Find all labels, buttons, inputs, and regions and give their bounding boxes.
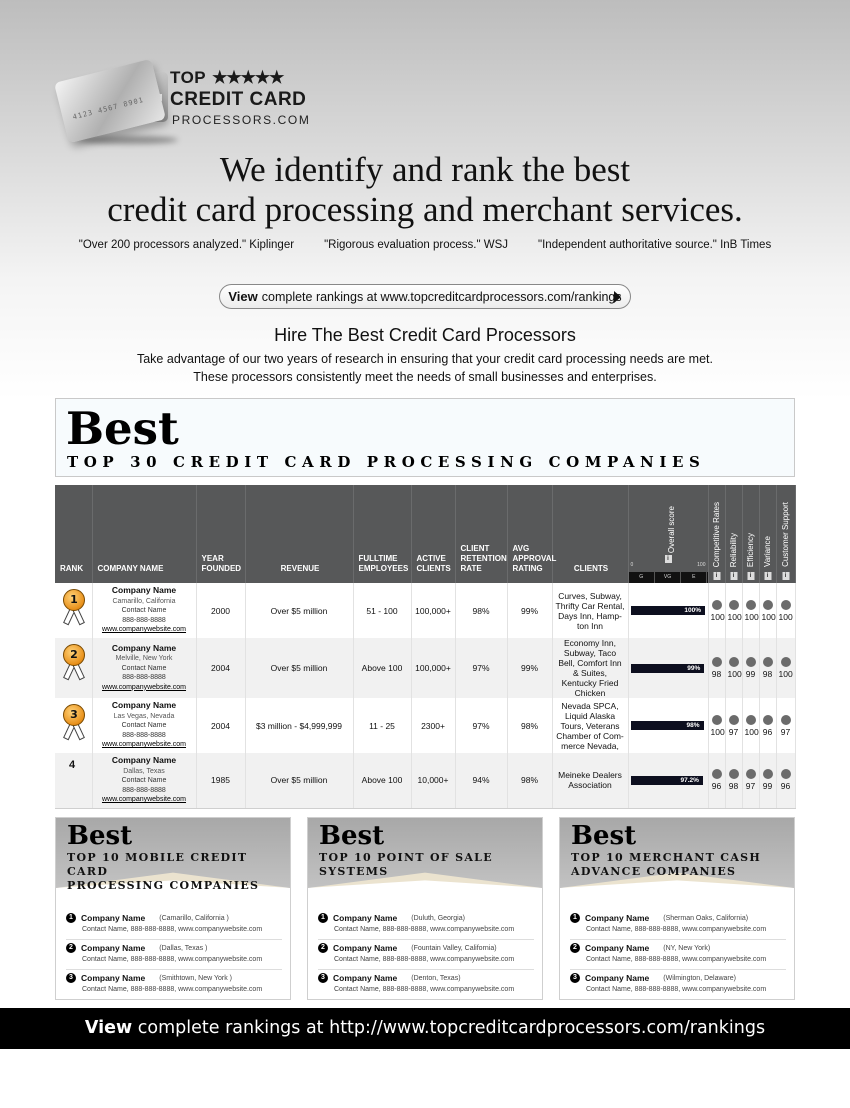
logo-text xyxy=(170,68,310,127)
list-number-icon: 3 xyxy=(66,973,76,983)
employees-cell: 11 - 25 xyxy=(353,698,411,753)
card-subtitle xyxy=(67,851,290,893)
score-dot-icon xyxy=(712,769,722,779)
employees-cell: 51 - 100 xyxy=(353,583,411,638)
list-number-icon: 2 xyxy=(570,943,580,953)
subscore-cell xyxy=(776,583,795,638)
revenue-cell: $3 million - $4,999,999 xyxy=(245,698,353,753)
best-top-30-banner xyxy=(55,398,795,477)
score-dot-icon xyxy=(746,600,756,610)
rank-number: 3 xyxy=(63,704,85,726)
subscore-cell xyxy=(776,753,795,808)
subscore-cell xyxy=(759,583,776,638)
list-item[interactable] xyxy=(318,940,534,970)
variance-label: Variance xyxy=(762,536,772,567)
card-best-heading: Best xyxy=(319,821,385,851)
founded-cell: 2004 xyxy=(196,698,245,753)
company-name: Company Name xyxy=(111,642,177,653)
header-efficiency xyxy=(742,485,759,583)
hire-title: Hire The Best Credit Card Processors xyxy=(274,325,576,345)
stars-icon: ★★★★★ xyxy=(212,68,284,87)
subscore-value: 97 xyxy=(780,726,791,737)
clients-cell: Economy Inn, Subway, Taco Bell, Comfort Inn & Suites, Kentucky Fried Chicken xyxy=(552,638,628,698)
company-location: Las Vegas, Nevada xyxy=(113,712,175,720)
footer-rankings-link[interactable] xyxy=(0,1008,850,1049)
quote-kiplinger: "Over 200 processors analyzed." Kiplinger xyxy=(78,239,295,251)
logo-bottom-line: PROCESSORS.COM xyxy=(172,113,311,127)
hire-description xyxy=(0,350,850,386)
subscore-cell xyxy=(742,698,759,753)
header-customer-support xyxy=(776,485,795,583)
headline-line-2: credit card processing and merchant services. xyxy=(107,190,743,229)
approval-cell: 99% xyxy=(507,583,552,638)
info-icon[interactable]: i xyxy=(782,572,789,580)
subscore-value: 100 xyxy=(710,611,725,622)
card-subtitle-line-2: ADVANCE COMPANIES xyxy=(571,865,737,878)
list-company-detail: Contact Name, 888-888-8888, www.companywebsite.com xyxy=(334,986,515,993)
founded-cell: 1985 xyxy=(196,753,245,808)
overall-scale xyxy=(629,572,708,583)
subscore-value: 100 xyxy=(778,669,793,679)
clients-cell: Curves, Subway, Thrifty Car Rental, Days Inn, Hamp-ton Inn xyxy=(552,583,628,638)
card-best-heading: Best xyxy=(67,821,133,851)
list-company-name: Company Name xyxy=(333,913,398,923)
company-contact: Contact Name xyxy=(121,607,167,615)
list-item[interactable] xyxy=(318,970,534,1000)
overall-score-cell xyxy=(628,638,708,698)
score-dot-icon xyxy=(746,769,756,779)
score-dot-icon xyxy=(729,600,739,610)
header-company: COMPANY NAME xyxy=(92,485,196,583)
reliability-label: Reliability xyxy=(728,532,738,567)
merchant-cash-advance-card xyxy=(559,817,795,1000)
list-company-detail: Contact Name, 888-888-8888, www.companywebsite.com xyxy=(334,926,515,933)
rank-cell xyxy=(55,753,92,808)
revenue-cell: Over $5 million xyxy=(245,753,353,808)
footer-view-bold: View xyxy=(84,1018,133,1038)
overall-score-cell xyxy=(628,698,708,753)
overall-score-cell xyxy=(628,583,708,638)
subscore-value: 100 xyxy=(778,611,793,622)
rank-cell xyxy=(55,583,92,638)
subscore-value: 98 xyxy=(728,781,739,792)
subscore-value: 96 xyxy=(711,781,722,792)
score-dot-icon xyxy=(781,715,791,725)
card-subtitle xyxy=(571,851,761,879)
overall-score-bar: 100% xyxy=(631,606,705,615)
company-cell xyxy=(92,698,196,753)
active-clients-cell: 10,000+ xyxy=(411,753,455,808)
view-rankings-text: complete rankings at www.topcreditcardprocessors.com/rankings xyxy=(261,289,622,304)
subscore-value: 98 xyxy=(711,669,722,679)
company-location: Camarillo, California xyxy=(112,597,176,605)
subscore-cell xyxy=(725,583,742,638)
founded-cell: 2000 xyxy=(196,583,245,638)
list-item[interactable] xyxy=(570,910,786,940)
best-subtitle: TOP 30 CREDIT CARD PROCESSING COMPANIES xyxy=(67,453,706,471)
score-dot-icon xyxy=(729,769,739,779)
company-phone: 888-888-8888 xyxy=(122,616,166,624)
company-name: Company Name xyxy=(111,700,177,711)
subscore-cell xyxy=(708,698,725,753)
subscore-value: 99 xyxy=(762,781,773,792)
list-company-name: Company Name xyxy=(333,943,398,953)
rank-cell xyxy=(55,638,92,698)
rank-number: 4 xyxy=(69,759,76,771)
score-dot-icon xyxy=(712,657,722,667)
logo-middle-line: CREDIT CARD xyxy=(170,89,307,110)
rank-number: 2 xyxy=(63,644,85,666)
revenue-cell: Over $5 million xyxy=(245,638,353,698)
table-row xyxy=(55,638,795,698)
subscore-value: 100 xyxy=(744,611,759,622)
subscore-cell xyxy=(742,638,759,698)
subscore-value: 96 xyxy=(762,726,773,737)
table-header-row xyxy=(55,485,795,583)
company-website-link[interactable]: www.companywebsite.com xyxy=(101,796,187,803)
card-subtitle-line-1: TOP 10 MOBILE CREDIT CARD xyxy=(67,851,248,878)
score-dot-icon xyxy=(763,715,773,725)
header-overall-score xyxy=(628,485,708,583)
list-company-location: (Dallas, Texas ) xyxy=(159,944,208,952)
list-company-location: (Smithtown, New York ) xyxy=(159,974,232,982)
subscore-cell xyxy=(725,638,742,698)
subscore-cell xyxy=(776,638,795,698)
subscore-cell xyxy=(708,753,725,808)
list-company-name: Company Name xyxy=(81,943,146,953)
company-phone: 888-888-8888 xyxy=(122,786,166,794)
view-rankings-button[interactable] xyxy=(219,284,631,309)
info-icon[interactable]: i xyxy=(713,572,720,580)
overall-score-cell xyxy=(628,753,708,808)
score-dot-icon xyxy=(729,657,739,667)
retention-cell: 98% xyxy=(455,583,507,638)
header-variance xyxy=(759,485,776,583)
card-digits: 4123 4567 8901 xyxy=(71,95,145,122)
header-competitive-rates xyxy=(708,485,725,583)
footer-text: complete rankings at http://www.topcreditcardprocessors.com/rankings xyxy=(137,1018,766,1038)
company-name: Company Name xyxy=(111,755,177,765)
list-number-icon: 3 xyxy=(570,973,580,983)
rank-number: 1 xyxy=(63,589,85,611)
header-revenue: REVENUE xyxy=(245,485,353,583)
score-dot-icon xyxy=(781,769,791,779)
subscore-cell xyxy=(725,753,742,808)
card-subtitle-line-2: SYSTEMS xyxy=(319,865,389,878)
list-item[interactable] xyxy=(318,910,534,940)
logo-top-line xyxy=(170,68,310,88)
list-item[interactable] xyxy=(66,970,282,1000)
company-phone: 888-888-8888 xyxy=(122,731,166,739)
score-dot-icon xyxy=(763,769,773,779)
employees-cell: Above 100 xyxy=(353,638,411,698)
list-company-detail: Contact Name, 888-888-8888, www.companywebsite.com xyxy=(82,986,263,993)
list-company-detail: Contact Name, 888-888-8888, www.companywebsite.com xyxy=(334,956,515,963)
score-dot-icon xyxy=(781,600,791,610)
company-name: Company Name xyxy=(111,585,177,596)
subscore-cell xyxy=(708,638,725,698)
point-of-sale-card xyxy=(307,817,543,1000)
subscore-cell xyxy=(725,698,742,753)
headline-line-1: We identify and rank the best xyxy=(219,150,631,189)
list-number-icon: 2 xyxy=(66,943,76,953)
list-company-location: (Fountain Valley, California) xyxy=(411,944,497,952)
score-dot-icon xyxy=(712,715,722,725)
approval-cell: 98% xyxy=(507,753,552,808)
card-company-list xyxy=(318,910,534,1000)
play-arrow-icon xyxy=(614,291,621,303)
list-company-detail: Contact Name, 888-888-8888, www.companywebsite.com xyxy=(586,926,767,933)
list-company-name: Company Name xyxy=(585,973,650,983)
list-number-icon: 1 xyxy=(318,913,328,923)
logo-top-word: TOP xyxy=(170,68,207,87)
list-number-icon: 1 xyxy=(66,913,76,923)
company-cell xyxy=(92,638,196,698)
info-icon[interactable]: i xyxy=(665,555,672,563)
company-contact: Contact Name xyxy=(121,722,167,730)
subscore-value: 100 xyxy=(744,726,759,737)
header-founded: YEAR FOUNDED xyxy=(196,485,245,583)
header-reliability xyxy=(725,485,742,583)
scale-e: E xyxy=(681,572,707,583)
list-company-location: (Duluth, Georgia) xyxy=(411,914,465,922)
list-item[interactable] xyxy=(66,940,282,970)
company-cell xyxy=(92,753,196,808)
list-company-name: Company Name xyxy=(81,913,146,923)
company-contact: Contact Name xyxy=(121,777,167,784)
rank-cell xyxy=(55,698,92,753)
card-subtitle xyxy=(319,851,493,879)
list-company-detail: Contact Name, 888-888-8888, www.companywebsite.com xyxy=(586,986,767,993)
card-subtitle-line-1: TOP 10 MERCHANT CASH xyxy=(571,851,762,864)
retention-cell: 97% xyxy=(455,638,507,698)
scale-vg: VG xyxy=(655,572,681,583)
quote-inb-times: "Independent authoritative source." InB Times xyxy=(538,239,772,251)
list-company-name: Company Name xyxy=(585,913,650,923)
list-number-icon: 1 xyxy=(570,913,580,923)
overall-min: 0 xyxy=(630,562,634,568)
header-active-clients: ACTIVE CLIENTS xyxy=(411,485,455,583)
subscore-value: 97 xyxy=(745,781,756,792)
hire-line-2: These processors consistently meet the needs of small businesses and enterprises. xyxy=(193,370,657,384)
press-quotes xyxy=(0,239,850,251)
card-subtitle-line-2: PROCESSING COMPANIES xyxy=(67,879,260,892)
subscore-cell xyxy=(708,583,725,638)
approval-cell: 99% xyxy=(507,638,552,698)
active-clients-cell: 100,000+ xyxy=(411,583,455,638)
best-heading: Best xyxy=(66,402,179,455)
score-dot-icon xyxy=(712,600,722,610)
score-dot-icon xyxy=(746,715,756,725)
company-website-link[interactable]: www.companywebsite.com xyxy=(101,683,187,691)
list-number-icon: 3 xyxy=(318,973,328,983)
score-dot-icon xyxy=(781,657,791,667)
list-item[interactable] xyxy=(570,940,786,970)
list-company-detail: Contact Name, 888-888-8888, www.companywebsite.com xyxy=(586,956,767,963)
subscore-cell xyxy=(776,698,795,753)
list-company-detail: Contact Name, 888-888-8888, www.companywebsite.com xyxy=(82,956,263,963)
rankings-table xyxy=(55,485,796,809)
subscore-value: 100 xyxy=(727,669,742,679)
overall-score-label: Overall score xyxy=(666,505,676,553)
award-ribbon-icon xyxy=(61,589,87,627)
subscore-value: 99 xyxy=(745,669,756,679)
subscore-cell xyxy=(742,753,759,808)
view-rankings-bold: View xyxy=(228,289,258,304)
header-approval: AVG APPROVAL RATING xyxy=(507,485,552,583)
founded-cell: 2004 xyxy=(196,638,245,698)
mobile-processing-card xyxy=(55,817,291,1000)
list-number-icon: 2 xyxy=(318,943,328,953)
header-retention: CLIENT RETENTION RATE xyxy=(455,485,507,583)
table-row xyxy=(55,698,795,753)
customer-support-label: Customer Support xyxy=(780,502,790,567)
card-company-list xyxy=(570,910,786,1000)
credit-card-icon xyxy=(54,59,166,143)
company-website-link[interactable]: www.companywebsite.com xyxy=(101,626,187,634)
score-dot-icon xyxy=(763,600,773,610)
subscore-value: 96 xyxy=(780,781,791,792)
award-ribbon-icon xyxy=(61,704,87,742)
list-company-name: Company Name xyxy=(585,943,650,953)
list-item[interactable] xyxy=(66,910,282,940)
overall-score-bar: 97.2% xyxy=(631,776,703,785)
list-company-name: Company Name xyxy=(81,973,146,983)
active-clients-cell: 2300+ xyxy=(411,698,455,753)
list-company-location: (Camarillo, California ) xyxy=(159,914,229,922)
quote-wsj: "Rigorous evaluation process." WSJ xyxy=(324,239,509,251)
header-employees: FULLTIME EMPLOYEES xyxy=(353,485,411,583)
subscore-cell xyxy=(759,753,776,808)
list-item[interactable] xyxy=(570,970,786,1000)
subscore-value: 100 xyxy=(727,611,742,622)
retention-cell: 97% xyxy=(455,698,507,753)
list-company-name: Company Name xyxy=(333,973,398,983)
info-icon[interactable]: i xyxy=(747,572,754,580)
revenue-cell: Over $5 million xyxy=(245,583,353,638)
award-ribbon-icon xyxy=(61,644,87,682)
efficiency-label: Efficiency xyxy=(745,532,755,567)
info-icon[interactable]: i xyxy=(730,572,737,580)
retention-cell: 94% xyxy=(455,753,507,808)
card-best-heading: Best xyxy=(571,821,637,851)
subscore-cell xyxy=(742,583,759,638)
subscore-value: 98 xyxy=(762,669,773,679)
hire-line-1: Take advantage of our two years of research in ensuring that your credit card processing needs are met. xyxy=(136,352,713,366)
subscore-value: 100 xyxy=(761,611,776,622)
company-cell xyxy=(92,583,196,638)
score-dot-icon xyxy=(729,715,739,725)
list-company-location: (Wilmington, Delaware) xyxy=(663,974,736,982)
subscore-value: 100 xyxy=(710,726,725,737)
clients-cell: Nevada SPCA, Liquid Alaska Tours, Veterans Chamber of Com-merce Nevada, xyxy=(552,698,628,753)
subscore-value: 97 xyxy=(728,726,739,737)
employees-cell: Above 100 xyxy=(353,753,411,808)
headline xyxy=(0,150,850,230)
company-location: Melville, New York xyxy=(115,655,173,663)
overall-score-bar: 99% xyxy=(631,664,704,673)
header-rank: RANK xyxy=(55,485,92,583)
scale-g: G xyxy=(629,572,655,583)
active-clients-cell: 100,000+ xyxy=(411,638,455,698)
table-row xyxy=(55,583,795,638)
overall-max: 100 xyxy=(697,562,706,568)
info-icon[interactable]: i xyxy=(764,572,771,580)
company-location: Dallas, Texas xyxy=(123,767,165,775)
approval-cell: 98% xyxy=(507,698,552,753)
score-dot-icon xyxy=(763,657,773,667)
clients-cell: Meineke Dealers Association xyxy=(552,753,628,808)
table-row xyxy=(55,753,795,808)
competitive-rates-label: Competitive Rates xyxy=(711,501,721,567)
subscore-cell xyxy=(759,698,776,753)
card-subtitle-line-1: TOP 10 POINT OF SALE xyxy=(319,851,493,864)
header-clients: CLIENTS xyxy=(552,485,628,583)
company-phone: 888-888-8888 xyxy=(122,674,166,682)
company-website-link[interactable]: www.companywebsite.com xyxy=(101,741,187,749)
card-company-list xyxy=(66,910,282,1000)
list-company-detail: Contact Name, 888-888-8888, www.companywebsite.com xyxy=(82,926,263,933)
subscore-cell xyxy=(759,638,776,698)
overall-score-bar: 98% xyxy=(631,721,704,730)
company-contact: Contact Name xyxy=(121,664,167,672)
site-logo[interactable] xyxy=(58,60,311,145)
list-company-location: (Sherman Oaks, California) xyxy=(663,914,749,922)
score-dot-icon xyxy=(746,657,756,667)
list-company-location: (NY, New York) xyxy=(663,944,711,952)
list-company-location: (Denton, Texas) xyxy=(411,974,461,982)
